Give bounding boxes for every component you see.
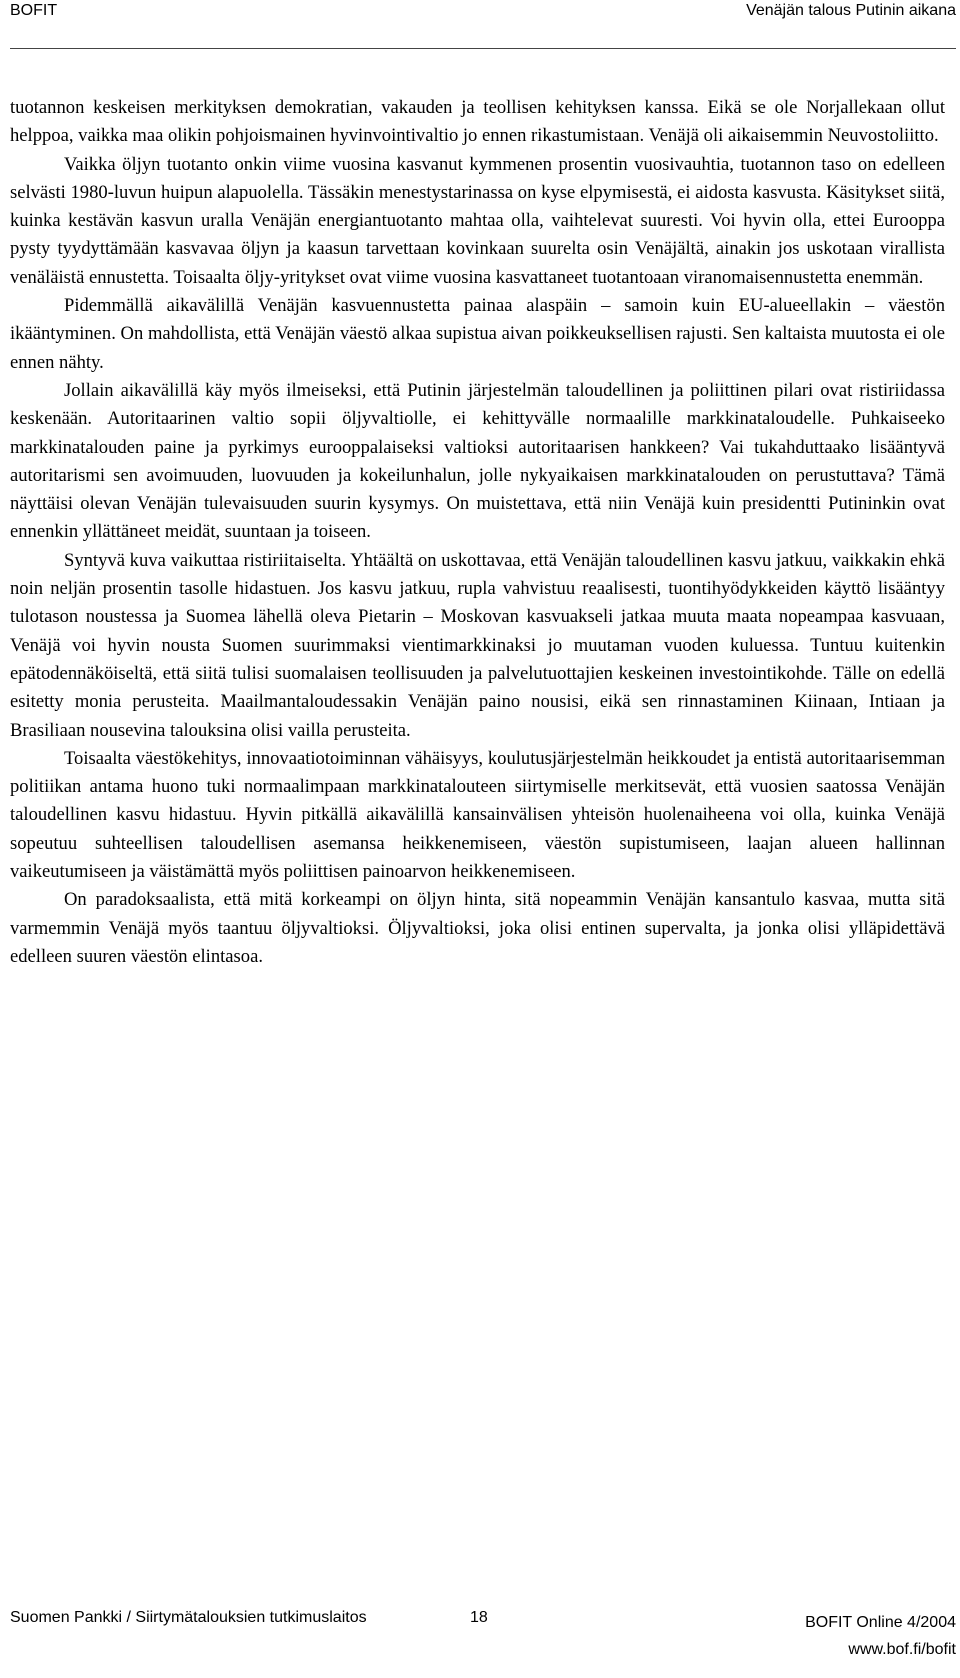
footer-url: www.bof.fi/bofit: [848, 1641, 956, 1658]
page-footer: [10, 1609, 956, 1669]
page-number: 18: [470, 1609, 488, 1626]
paragraph: Toisaalta väestökehitys, innovaatiotoiminnan vähäisyys, koulutusjärjestelmän heikkoudet ja entistä autoritaarisemman politiikan antama huono tuki normaalimpaan markkinatalouteen siirtymiselle merkitsevät, että vuosien saatossa Venäjän taloudellinen kasvu hidastuu. Hyvin pitkällä aikavälillä kansainvälisen yhteisön huolenaiheena voi olla, kuinka Venäjä sopeutuu suhteellisen taloudellisen asemansa heikkenemiseen, väestön supistumiseen, laajan alueen hallinnan vaikeutumiseen ja väistämättä myös poliittisen painoarvon heikkenemiseen.: [10, 747, 945, 883]
paragraph: Pidemmällä aikavälillä Venäjän kasvuennustetta painaa alaspäin – samoin kuin EU-alueellakin – väestön ikääntyminen. On mahdollista, että Venäjän väestö alkaa supistua aivan poikkeuksellisen rajusti. Sen kaltaista muutosta ei ole ennen nähty.: [10, 295, 945, 373]
document-body: [10, 94, 945, 971]
paragraph: Vaikka öljyn tuotanto onkin viime vuosina kasvanut kymmenen prosentin vuosivauhtia, tuotannon taso on edelleen selvästi 1980-luvun huipun alapuolella. Tässäkin menestystarinassa on kyse elpymisestä, ei aidosta kasvusta. Käsitykset siitä, kuinka kestävän kasvun uralla Venäjän energiantuotanto mahtaa olla, vaihtelevat suuresti. Voi hyvin olla, ettei Eurooppa pysty tyydyttämään kasvavaa öljyn ja kaasun tarvettaan kovinkaan suurelta osin Venäjältä, ainakin jos uskotaan virallista venäläistä ennustetta. Toisaalta öljy-yritykset ovat viime vuosina kasvattaneet tuotantoaan viranomaisennustetta enemmän.: [10, 153, 945, 288]
header-publisher: BOFIT: [10, 2, 58, 19]
footer-institution: Suomen Pankki / Siirtymätalouksien tutkimuslaitos: [10, 1609, 367, 1626]
header-title: Venäjän talous Putinin aikana: [746, 2, 956, 19]
header-divider: [10, 48, 956, 49]
paragraph: On paradoksaalista, että mitä korkeampi on öljyn hinta, sitä nopeammin Venäjän kansantulo kasvaa, mutta sitä varmemmin Venäjä myös taantuu öljyvaltioksi. Öljyvaltioksi, joka olisi entinen supervalta, ja jonka olisi ylläpidettävä edelleen suuren väestön elintasoa.: [10, 889, 945, 967]
footer-publication: [805, 1609, 956, 1663]
paragraph: Syntyvä kuva vaikuttaa ristiriitaiselta. Yhtäältä on uskottavaa, että Venäjän taloudellinen kasvu jatkuu, vaikkakin ehkä noin neljän prosentin tasolle hidastuen. Jos kasvu jatkuu, rupla vahvistuu reaalisesti, tuontihyödykkeiden käyttö lisääntyy tulotason noustessa ja Suomea lähellä oleva Pietarin – Moskovan kasvuakseli jatkaa muuta maata nopeampaa kasvuaan, Venäjä voi hyvin nousta Suomen suurimmaksi vientimarkkinaksi jo muutaman vuoden kuluessa. Tuntuu kuitenkin epätodennäköiseltä, että siitä tulisi suomalaisen teollisuuden ja palvelutuottajien keskeinen investointikohde. Tälle on edellä esitetty monia perusteita. Maailmantaloudessakin Venäjän paino nousisi, eikä sen rinnastaminen Kiinaan, Intiaan ja Brasiliaan nousevina talouksina olisi vailla perusteita.: [10, 549, 945, 741]
footer-issue: BOFIT Online 4/2004: [805, 1614, 956, 1631]
paragraph-continuation: tuotannon keskeisen merkityksen demokratian, vakauden ja teollisen kehityksen kanssa. Eikä se ole Norjallekaan ollut helppoa, vaikka maa olikin pohjoismainen hyvinvointivaltio jo ennen rikastumistaan. Venäjä oli aikaisemmin Neuvostoliitto.: [10, 97, 945, 147]
paragraph: Jollain aikavälillä käy myös ilmeiseksi, että Putinin järjestelmän taloudellinen ja poliittinen pilari ovat ristiriidassa keskenään. Autoritaarinen valtio sopii öljyvaltiolle, ei kehittyvälle normaalille markkinataloudelle. Puhkaiseeko markkinatalouden paine ja pyrkimys eurooppalaiseksi valtioksi autoritaarisen hankkeen? Vai tukahduttaako lisääntyvä autoritarismi sen avoimuuden, luovuuden ja kokeilunhalun, jolle nykyaikaisen markkinatalouden on perustuttava? Tämä näyttäisi olevan Venäjän tulevaisuuden suurin kysymys. On muistettava, että niin Venäjä kuin presidentti Putininkin ovat ennenkin yllättäneet meidät, suuntaan ja toiseen.: [10, 379, 945, 543]
page-header: [10, 0, 956, 28]
